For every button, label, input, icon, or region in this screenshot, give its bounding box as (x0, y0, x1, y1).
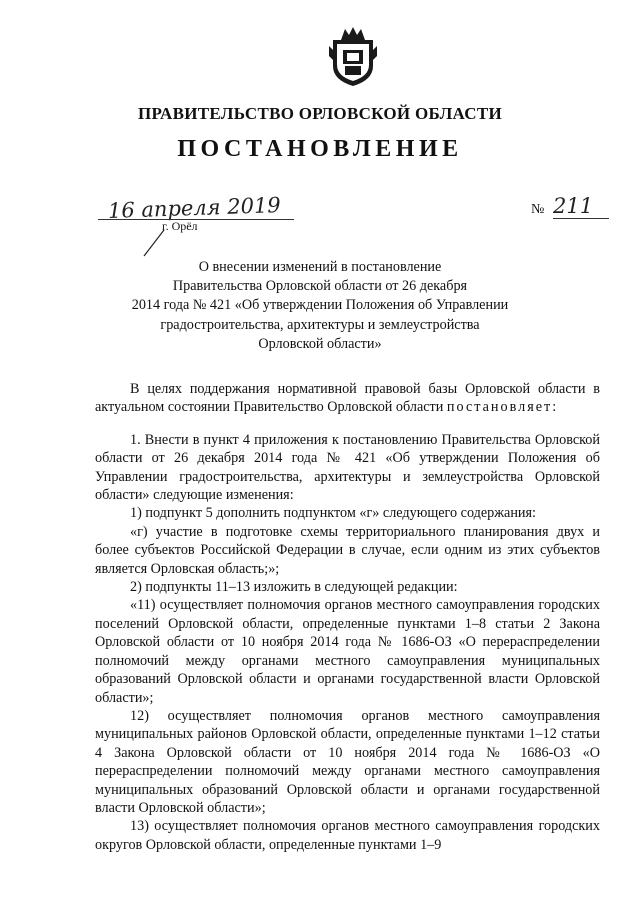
handwritten-date: 16 апреля 2019 (107, 192, 282, 224)
handwritten-number: 211 (553, 194, 594, 218)
subitem-1-text: «г) участие в подготовке схемы территориального планирования двух и более субъектов Российской Федерации в случае, если одним из этих субъектов является Орловская область;»; (95, 523, 600, 577)
clause-11: «11) осуществляет полномочия органов местного самоуправления городских поселений Орловской области, определенные пунктами 1–8 статьи 2 Закона Орловской области от 10 ноября 2014 года № 1686-ОЗ «О перераспределении полномочий между органами местного самоуправления муниципальных образований Орловской области и органами государственной власти Орловской области»; (95, 597, 600, 706)
subitem-1: 1) подпункт 5 дополнить подпунктом «г» следующего содержания: (130, 505, 536, 522)
item-1: 1. Внести в пункт 4 приложения к постановлению Правительства Орловской области от 26 декабря 2014 года № 421 «Об утверждении Положения об Управлении градостроительства, архитектуры и землеустройства Орловской области» следующие изменения: (95, 431, 600, 504)
number-label: № (531, 202, 545, 217)
government-title: ПРАВИТЕЛЬСТВО ОРЛОВСКОЙ ОБЛАСТИ (137, 104, 503, 123)
clause-12: 12) осуществляет полномочия органов местного самоуправления муниципальных районов Орловской области, определенные пунктами 1–12 статьи 4 Закона Орловской области от 10 ноября 2014 года № 1686-ОЗ «О перераспределении полномочий между органами местного самоуправления муниципальных образований Орловской области и органами государственной власти Орловской области»; (95, 707, 600, 816)
preamble-verb: постановляет (446, 399, 553, 416)
signature-stroke (138, 228, 168, 258)
document-subject (110, 258, 530, 354)
subject-line: 2014 года № 421 «Об утверждении Положения об Управлении (131, 297, 509, 314)
coat-of-arms-emblem (327, 26, 379, 88)
subject-line: Правительства Орловской области от 26 декабря (172, 278, 468, 295)
subitem-2: 2) подпункты 11–13 изложить в следующей редакции: (130, 579, 458, 596)
subject-line: О внесении изменений в постановление (198, 259, 442, 275)
document-type: ПОСТАНОВЛЕНИЕ (177, 136, 463, 162)
subject-line: градостроительства, архитектуры и землеустройства (160, 316, 480, 333)
clause-13: 13) осуществляет полномочия органов местного самоуправления городских округов Орловской области, определенные пунктами 1–9 (95, 818, 600, 853)
preamble-text: В целях поддержания нормативной правовой базы Орловской области в актуальном состоянии Правительство Орловской области (95, 381, 600, 416)
preamble (95, 380, 600, 417)
preamble-end: : (552, 399, 557, 416)
subject-line: Орловской области» (258, 335, 382, 352)
number-underline (553, 218, 609, 219)
city-label: г. Орёл (162, 219, 198, 233)
document-body (95, 380, 600, 854)
